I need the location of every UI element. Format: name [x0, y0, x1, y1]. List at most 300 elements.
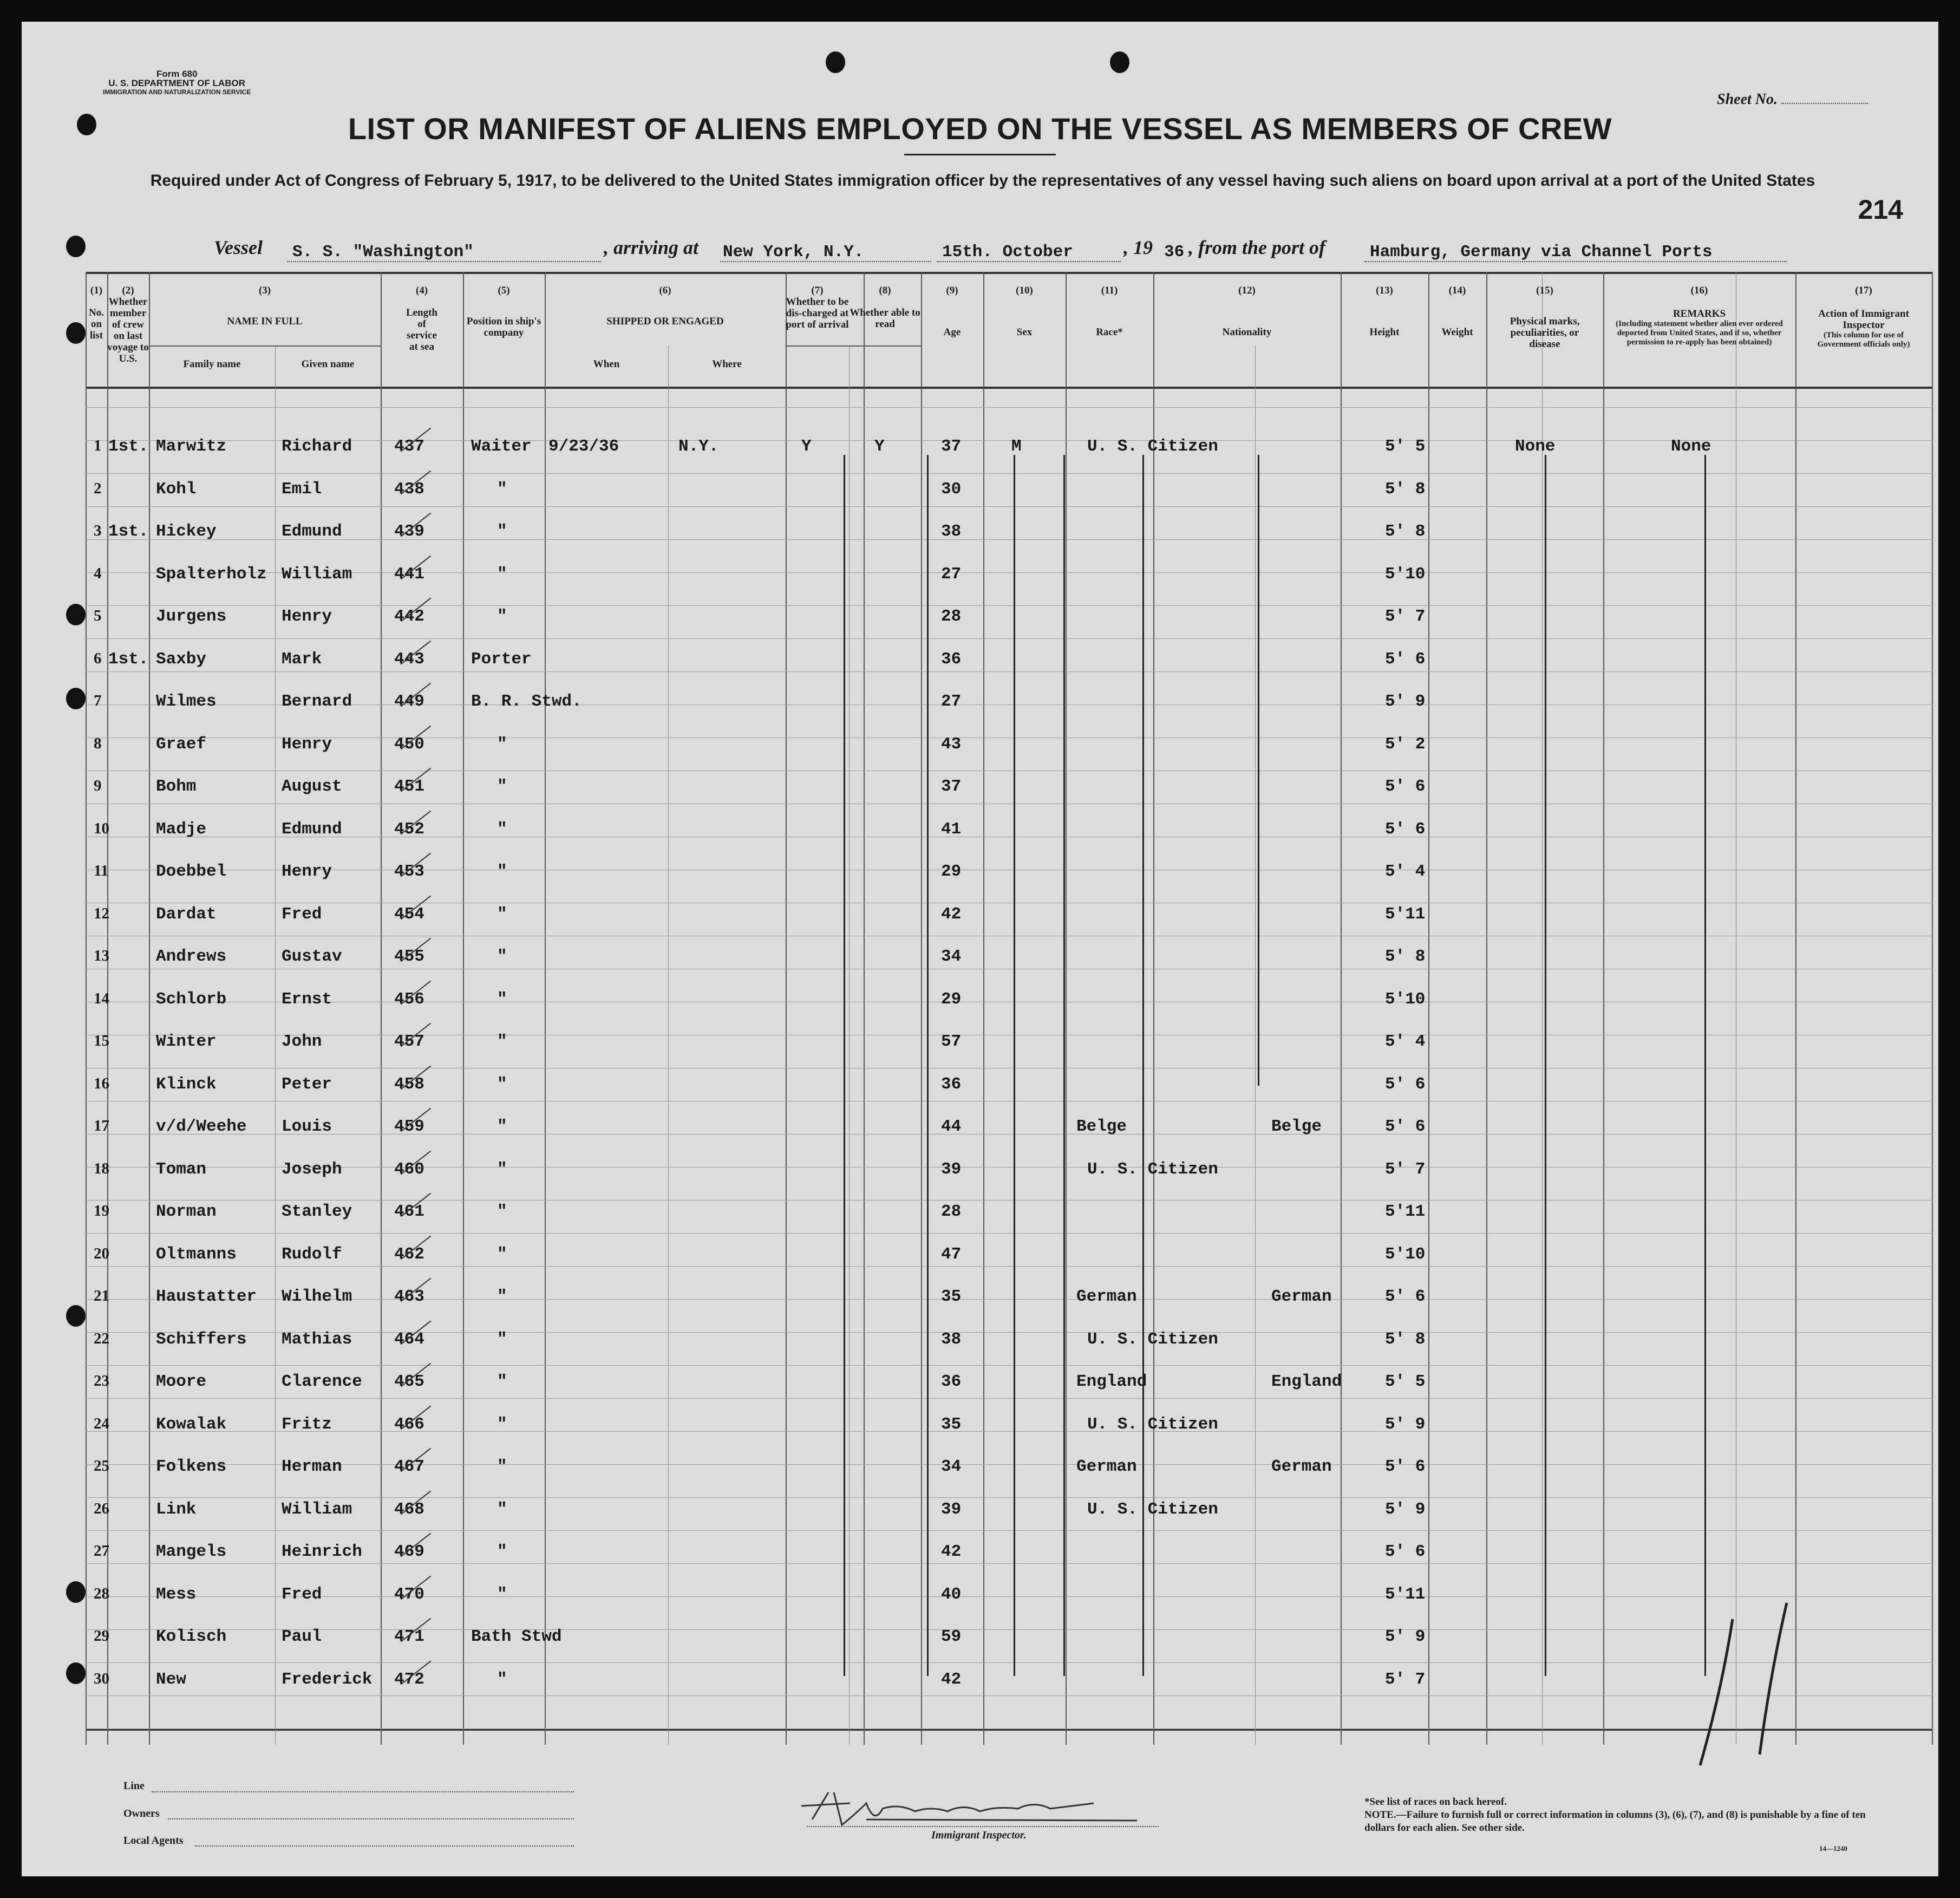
cell-age: 36 [941, 649, 962, 669]
row-rule [86, 1266, 1933, 1267]
column-rule [864, 272, 865, 1745]
binder-hole [826, 51, 845, 73]
cell-position: " [497, 1244, 507, 1264]
col7-header: (7) Whether to be dis-charged at port of arrival [786, 285, 849, 330]
cell-service: 472 [394, 1669, 424, 1689]
column-rule [1255, 345, 1256, 1745]
races-note: *See list of races on back hereof. [1364, 1796, 1507, 1808]
arrival-year: 36 [1164, 243, 1185, 262]
row-rule [86, 1662, 1933, 1663]
cell-height: 5'10 [1385, 564, 1426, 584]
row-rule [86, 1365, 1933, 1366]
cell-service: 457 [394, 1032, 424, 1051]
cell-age: 40 [941, 1584, 962, 1604]
cell-no: 4 [94, 564, 102, 582]
cell-given: Fred [282, 904, 322, 924]
cell-physical: None [1515, 437, 1556, 456]
cell-service: 442 [394, 607, 424, 626]
title-rule [904, 154, 1056, 155]
cell-age: 34 [941, 1457, 962, 1476]
when-header: When [593, 358, 620, 370]
cell-service: 456 [394, 989, 424, 1009]
cell-height: 5' 6 [1385, 1074, 1426, 1094]
cell-position: " [497, 1499, 507, 1519]
table-top-border [86, 272, 1933, 274]
cell-race: U. S. Citizen [1087, 437, 1218, 456]
cell-no: 8 [94, 734, 102, 752]
cell-nationality: England [1271, 1372, 1342, 1391]
cell-position: " [497, 1117, 507, 1136]
cell-position: " [497, 1372, 507, 1391]
cell-given: August [282, 777, 342, 796]
header-bottom-border [86, 387, 1933, 389]
cell-service: 452 [394, 819, 424, 839]
arrival-port: New York, N.Y. [723, 243, 864, 262]
cell-family: Link [156, 1499, 197, 1519]
cell-race: U. S. Citizen [1087, 1329, 1218, 1349]
ditto-line-remarks [1704, 455, 1706, 1676]
cell-age: 38 [941, 522, 962, 541]
column-rule [1066, 272, 1067, 1745]
cell-position: " [497, 819, 507, 839]
row-rule [86, 671, 1933, 672]
departure-port: Hamburg, Germany via Channel Ports [1370, 243, 1713, 262]
cell-service: 461 [394, 1202, 424, 1221]
inspector-label: Immigrant Inspector. [931, 1829, 1027, 1841]
cell-given: Emil [282, 479, 322, 499]
column-rule [1542, 272, 1543, 1745]
cell-height: 5' 8 [1385, 947, 1426, 966]
cell-family: Bohm [156, 777, 197, 796]
cell-height: 5' 9 [1385, 1414, 1426, 1434]
column-rule [1932, 272, 1933, 1745]
cell-family: Mangels [156, 1542, 227, 1561]
cell-nationality: Belge [1271, 1117, 1322, 1136]
cell-given: Stanley [282, 1202, 352, 1221]
cell-read: Y [874, 437, 885, 456]
column-rule [1486, 272, 1487, 1745]
cell-given: William [282, 564, 352, 584]
cell-family: Mess [156, 1584, 197, 1604]
cell-height: 5' 6 [1385, 649, 1426, 669]
cell-given: Henry [282, 607, 332, 626]
where-header: Where [712, 358, 742, 370]
cell-given: John [282, 1032, 322, 1051]
cell-height: 5' 9 [1385, 1627, 1426, 1646]
cell-nationality: German [1271, 1457, 1332, 1476]
cell-height: 5' 9 [1385, 692, 1426, 711]
ditto-line-read [1063, 455, 1065, 1676]
cell-given: Joseph [282, 1159, 342, 1179]
column-rule [1428, 272, 1429, 1745]
cell-position: " [497, 862, 507, 881]
cell-height: 5' 6 [1385, 1117, 1426, 1136]
cell-height: 5' 6 [1385, 1542, 1426, 1561]
cell-sex: M [1011, 437, 1022, 456]
row-rule [86, 1563, 1933, 1564]
row-rule [86, 1497, 1933, 1498]
col11-header: (11) Race* [1096, 285, 1123, 338]
binder-hole [66, 604, 86, 625]
cell-family: Toman [156, 1159, 207, 1179]
cell-age: 29 [941, 989, 962, 1009]
cell-service: 468 [394, 1499, 424, 1519]
cell-no: 14 [94, 989, 109, 1007]
cell-given: Henry [282, 862, 332, 881]
cell-service: 450 [394, 734, 424, 754]
cell-age: 57 [941, 1032, 962, 1051]
cell-service: 462 [394, 1244, 424, 1264]
binder-hole [1110, 51, 1129, 73]
cell-age: 35 [941, 1414, 962, 1434]
ditto-line-when [844, 455, 845, 1676]
col17-header: (17) Action of Immigrant Inspector (This column for use of Government officials only) [1817, 285, 1910, 349]
vessel-name: S. S. "Washington" [292, 243, 474, 262]
cell-family: Madje [156, 819, 207, 839]
cell-service: 470 [394, 1584, 424, 1604]
cell-no: 13 [94, 947, 109, 964]
cell-family: Andrews [156, 947, 227, 966]
cell-service: 471 [394, 1627, 424, 1646]
cell-age: 38 [941, 1329, 962, 1349]
cell-given: Frederick [282, 1669, 373, 1689]
row-rule [86, 473, 1933, 474]
row-rule [86, 1332, 1933, 1333]
cell-height: 5' 7 [1385, 1159, 1426, 1179]
cell-given: William [282, 1499, 352, 1519]
cell-no: 6 [94, 649, 102, 667]
cell-position: Porter [471, 649, 532, 669]
cell-height: 5' 7 [1385, 607, 1426, 626]
cell-given: Richard [282, 437, 352, 456]
crew-manifest-table [86, 272, 1933, 1745]
cell-height: 5'10 [1385, 989, 1426, 1009]
column-rule [463, 272, 464, 1745]
row-rule [86, 1431, 1933, 1432]
cell-no: 22 [94, 1329, 109, 1347]
cell-last: 1st. [108, 522, 149, 541]
col13-header: (13) Height [1369, 285, 1400, 338]
cell-age: 42 [941, 904, 962, 924]
sheet-no-label: Sheet No. [1717, 91, 1868, 108]
cell-discharged: Y [801, 437, 812, 456]
cell-age: 28 [941, 607, 962, 626]
col3-header: (3) NAME IN FULL [227, 285, 303, 327]
cell-age: 37 [941, 437, 962, 456]
col1-header: (1) No. on list [89, 285, 104, 341]
cell-position: Bath Stwd [471, 1627, 562, 1646]
cell-race: U. S. Citizen [1087, 1414, 1218, 1434]
col8-header: (8) Whether able to read [850, 285, 920, 330]
cell-no: 17 [94, 1117, 109, 1134]
ditto-line-discharged [1014, 455, 1015, 1676]
cell-family: Haustatter [156, 1287, 257, 1306]
cell-height: 5' 4 [1385, 1032, 1426, 1051]
cell-age: 42 [941, 1542, 962, 1561]
row-rule [86, 1695, 1933, 1696]
col5-header: (5) Position in ship's company [466, 285, 541, 338]
cell-position: Waiter [471, 437, 532, 456]
cell-family: Norman [156, 1202, 217, 1221]
cell-family: Kohl [156, 479, 197, 499]
cell-height: 5'11 [1385, 1202, 1426, 1221]
cell-given: Rudolf [282, 1244, 342, 1264]
ditto-line-where [927, 455, 929, 1676]
row-rule [86, 638, 1933, 639]
col12-header: (12) Nationality [1222, 285, 1272, 338]
cell-service: 439 [394, 522, 424, 541]
cell-family: Winter [156, 1032, 217, 1051]
cell-height: 5' 5 [1385, 1372, 1426, 1391]
when-where-rule [849, 345, 850, 1745]
cell-service: 455 [394, 947, 424, 966]
service-name: IMMIGRATION AND NATURALIZATION SERVICE [103, 88, 251, 96]
binder-hole [66, 1662, 86, 1684]
row-rule [86, 1233, 1933, 1234]
col9-header: (9) Age [943, 285, 961, 338]
cell-given: Bernard [282, 692, 352, 711]
cell-height: 5' 8 [1385, 522, 1426, 541]
cell-age: 29 [941, 862, 962, 881]
cell-height: 5' 4 [1385, 862, 1426, 881]
cell-no: 21 [94, 1287, 109, 1305]
cell-family: v/d/Weehe [156, 1117, 247, 1136]
cell-given: Gustav [282, 947, 342, 966]
cell-age: 36 [941, 1372, 962, 1391]
row-rule [86, 407, 1933, 408]
inspector-fill [807, 1826, 1159, 1827]
department-name: U. S. DEPARTMENT OF LABOR [108, 78, 246, 88]
year-prefix: , 19 [1123, 237, 1153, 258]
cell-given: Louis [282, 1117, 332, 1136]
column-rule [107, 272, 108, 1745]
cell-position: " [497, 1202, 507, 1221]
cell-no: 11 [94, 862, 109, 879]
binder-hole [66, 1581, 86, 1603]
cell-position: B. R. Stwd. [471, 692, 582, 711]
cell-position: " [497, 947, 507, 966]
family-name-header: Family name [183, 358, 241, 370]
cell-service: 459 [394, 1117, 424, 1136]
agents-label: Local Agents [123, 1835, 184, 1847]
cell-given: Ernst [282, 989, 332, 1009]
cell-given: Henry [282, 734, 332, 754]
cell-no: 1 [94, 437, 102, 454]
cell-no: 28 [94, 1584, 109, 1602]
cell-no: 9 [94, 777, 102, 794]
cell-age: 34 [941, 947, 962, 966]
sheet-number: 214 [1858, 194, 1903, 225]
cell-position: " [497, 777, 507, 796]
cell-given: Mark [282, 649, 322, 669]
cell-age: 43 [941, 734, 962, 754]
owners-label: Owners [123, 1808, 160, 1819]
binder-hole [66, 688, 86, 709]
cell-position: " [497, 1287, 507, 1306]
cell-family: Hickey [156, 522, 217, 541]
cell-family: Doebbel [156, 862, 227, 881]
line-fill [152, 1791, 574, 1792]
column-rule [86, 272, 87, 1745]
cell-service: 454 [394, 904, 424, 924]
cell-no: 24 [94, 1414, 109, 1432]
cell-no: 23 [94, 1372, 109, 1390]
cell-age: 27 [941, 692, 962, 711]
cell-given: Heinrich [282, 1542, 362, 1561]
cell-no: 12 [94, 904, 109, 922]
cell-no: 3 [94, 522, 102, 539]
form-identifier [103, 69, 251, 97]
cell-no: 2 [94, 479, 102, 497]
cell-when: 9/23/36 [548, 437, 619, 456]
cell-position: " [497, 1074, 507, 1094]
cell-position: " [497, 1457, 507, 1476]
cell-service: 464 [394, 1329, 424, 1349]
arriving-label: , arriving at [604, 237, 699, 258]
cell-height: 5' 5 [1385, 437, 1426, 456]
cell-height: 5' 9 [1385, 1499, 1426, 1519]
cell-age: 42 [941, 1669, 962, 1689]
row-rule [86, 1530, 1933, 1531]
cell-height: 5'11 [1385, 1584, 1426, 1604]
col16-header: (16) REMARKS (Including statement whether alien ever ordered deported from United States, and if so, whether permission to re-apply has been obtained) [1616, 285, 1783, 347]
cell-age: 28 [941, 1202, 962, 1221]
cell-service: 451 [394, 777, 424, 796]
col14-header: (14) Weight [1441, 285, 1473, 338]
column-rule [668, 345, 669, 1745]
cell-position: " [497, 1159, 507, 1179]
name-subheader-rule [149, 345, 381, 347]
cell-family: Wilmes [156, 692, 217, 711]
cell-position: " [497, 904, 507, 924]
cell-position: " [497, 1414, 507, 1434]
cell-position: " [497, 522, 507, 541]
cell-family: Spalterholz [156, 564, 267, 584]
cell-race: German [1076, 1287, 1137, 1306]
cell-family: New [156, 1669, 186, 1689]
cell-service: 449 [394, 692, 424, 711]
cell-height: 5'11 [1385, 904, 1426, 924]
row-rule [86, 440, 1933, 441]
print-code: 14—1240 [1819, 1844, 1847, 1853]
row-rule [86, 1167, 1933, 1168]
column-rule [1341, 272, 1342, 1745]
cell-family: Klinck [156, 1074, 217, 1094]
column-rule [1153, 272, 1154, 1745]
column-rule [1603, 272, 1604, 1745]
cell-no: 7 [94, 692, 102, 709]
cell-last: 1st. [108, 437, 149, 456]
cell-position: " [497, 564, 507, 584]
cell-given: Fritz [282, 1414, 332, 1434]
given-name-header: Given name [301, 358, 355, 370]
cell-service: 463 [394, 1287, 424, 1306]
cell-no: 5 [94, 607, 102, 624]
cell-nationality: German [1271, 1287, 1332, 1306]
cell-height: 5' 8 [1385, 1329, 1426, 1349]
binder-hole [66, 1305, 86, 1327]
column-rule [983, 272, 984, 1745]
cell-race: German [1076, 1457, 1137, 1476]
cell-height: 5' 8 [1385, 479, 1426, 499]
column-rule [921, 272, 922, 1745]
binder-hole [66, 236, 86, 257]
cell-service: 460 [394, 1159, 424, 1179]
col4-header: (4) Length of service at sea [406, 285, 438, 353]
row-rule [86, 1200, 1933, 1201]
cell-race: U. S. Citizen [1087, 1159, 1218, 1179]
cell-age: 30 [941, 479, 962, 499]
cell-no: 26 [94, 1499, 109, 1517]
cell-given: Edmund [282, 819, 342, 839]
from-port-label: , from the port of [1188, 237, 1326, 258]
cell-service: 443 [394, 649, 424, 669]
cell-service: 465 [394, 1372, 424, 1391]
ditto-line-physical [1545, 455, 1546, 1676]
cell-given: Paul [282, 1627, 322, 1646]
cell-given: Edmund [282, 522, 342, 541]
cell-no: 10 [94, 819, 109, 837]
cell-service: 438 [394, 479, 424, 499]
cell-no: 30 [94, 1669, 109, 1687]
cell-age: 41 [941, 819, 962, 839]
vessel-label: Vessel [214, 237, 263, 258]
cell-height: 5' 6 [1385, 777, 1426, 796]
cell-service: 437 [394, 437, 424, 456]
cell-family: Moore [156, 1372, 207, 1391]
cell-family: Folkens [156, 1457, 227, 1476]
cell-race: U. S. Citizen [1087, 1499, 1218, 1519]
cell-service: 469 [394, 1542, 424, 1561]
cell-family: Schiffers [156, 1329, 247, 1349]
row-rule [86, 1398, 1933, 1399]
cell-position: " [497, 1032, 507, 1051]
col6-header: (6) SHIPPED OR ENGAGED [606, 285, 724, 327]
owners-fill [168, 1818, 574, 1819]
cell-family: Kolisch [156, 1627, 227, 1646]
row-rule [86, 506, 1933, 507]
cell-position: " [497, 1669, 507, 1689]
cell-height: 5' 6 [1385, 819, 1426, 839]
cell-position: " [497, 1329, 507, 1349]
cell-height: 5' 6 [1385, 1457, 1426, 1476]
document-title: LIST OR MANIFEST OF ALIENS EMPLOYED ON THE VESSEL AS MEMBERS OF CREW [348, 112, 1612, 146]
cell-family: Marwitz [156, 437, 227, 456]
cell-no: 16 [94, 1074, 109, 1092]
cell-height: 5' 2 [1385, 734, 1426, 754]
cell-no: 27 [94, 1542, 109, 1560]
cell-race: Belge [1076, 1117, 1127, 1136]
cell-age: 59 [941, 1627, 962, 1646]
cell-age: 44 [941, 1117, 962, 1136]
binder-hole [66, 322, 86, 344]
cell-given: Herman [282, 1457, 342, 1476]
cell-family: Oltmanns [156, 1244, 237, 1264]
cell-position: " [497, 989, 507, 1009]
cell-family: Jurgens [156, 607, 227, 626]
cell-given: Clarence [282, 1372, 362, 1391]
column-rule [1795, 272, 1796, 1745]
column-rule [786, 272, 787, 1745]
cell-service: 466 [394, 1414, 424, 1434]
form-number: Form 680 [156, 69, 198, 79]
cell-position: " [497, 1584, 507, 1604]
penalty-note: NOTE.—Failure to furnish full or correct information in columns (3), (6), (7), and (8) is punishable by a fine of ten dollars for each alien. See other side. [1364, 1809, 1866, 1834]
cell-no: 20 [94, 1244, 109, 1262]
manifest-sheet [22, 22, 1938, 1876]
arrival-date: 15th. October [942, 243, 1073, 262]
shipped-subheader-rule [786, 345, 921, 347]
